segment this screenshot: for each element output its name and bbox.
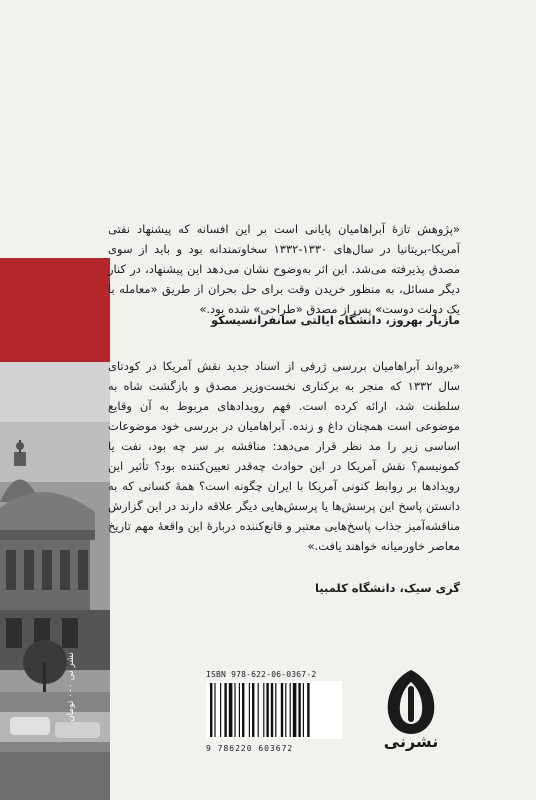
red-color-band [0,258,110,362]
barcode-number: 9 786220 603672 [206,744,294,753]
barcode-bar [281,683,283,737]
barcode-bar [214,683,215,737]
barcode-bar [285,683,286,737]
publisher-name: نشرنی [383,732,439,751]
barcode-icon [206,681,342,739]
barcode-bar [252,683,254,737]
barcode-bar [263,683,264,737]
barcode-bar [271,683,273,737]
barcode-bar [275,683,276,737]
review-author-2: گری سیک، دانشگاه کلمبیا [315,581,460,595]
barcode-bar [266,683,268,737]
barcode-bar [249,683,250,737]
barcode-bar [303,683,304,737]
review-author-1: مازیار بهروز، دانشگاه ایالتی سانفرانسیسکو [210,313,460,327]
spine-price-text: نشر نی ۰۰۰ تومان [66,652,76,722]
barcode-bar [298,683,300,737]
building-photo [0,362,110,800]
barcode-bar [242,683,244,737]
barcode-bar [239,683,240,737]
barcode-bar [258,683,259,737]
barcode-bar [307,683,309,737]
isbn-label: ISBN 978-622-06-0367-2 [206,670,317,679]
review-quote-1: «پژوهش تازهٔ آبراهامیان پایانی است بر این افسانه که پیشنهاد نفتی آمریکا-بریتانیا در سال‌های ۱۳۳۰-۱۳۳۲ سخاوتمندانه بود و باید از سوی مصدق پذیرفته می‌شد. این اثر به‌وضوح نشان می‌دهد این پیشنهاد، در کنار دیگر مسائل، به منظور خریدن وقت برای حل بحران از طریق «معامله با یک دولت دوست» پس از مصدق «طراحی» شده بود.» [108,221,460,316]
barcode-bar [224,683,226,737]
barcode-bar [210,683,212,737]
barcode-bar [220,683,221,737]
barcode-bar [229,683,233,737]
barcode-bar [293,683,297,737]
review-quote-2: «یرواند آبراهامیان بررسی ژرفی از اسناد جدید نقش آمریکا در کودتای سال ۱۳۳۲ که منجر به برکناری نخست‌وزیر مصدق و بازگشت شاه به سلطنت شد، ارائه کرده است. فهم رویدادهای مربوط به آن وقایع موضوعی است همچنان داغ و زنده. آبراهامیان در بررسی خود موضوعات اساسی زیر را مد نظر قرار می‌دهد: مناقشه بر سر چه بود، نفت یا کمونیسم؟ نقش آمریکا در این حوادث چه‌قدر تعیین‌کننده بود؟ تأثیر این رویدادها بر روابط کنونی آمریکا با ایران چگونه است؟ همهٔ کسانی که به دانستن پاسخ این پرسش‌ها یا پرسش‌هایی دیگر علاقه دارند در این گزارش مناقشه‌آمیز جذاب پاسخ‌هایی معتبر و قانع‌کننده دربارهٔ این واقعهٔ مهم تاریخ معاصر خاورمیانه خواهند یافت.» [108,358,460,553]
isbn-barcode [206,670,356,753]
barcode-bar [290,683,291,737]
barcode-bar [234,683,235,737]
